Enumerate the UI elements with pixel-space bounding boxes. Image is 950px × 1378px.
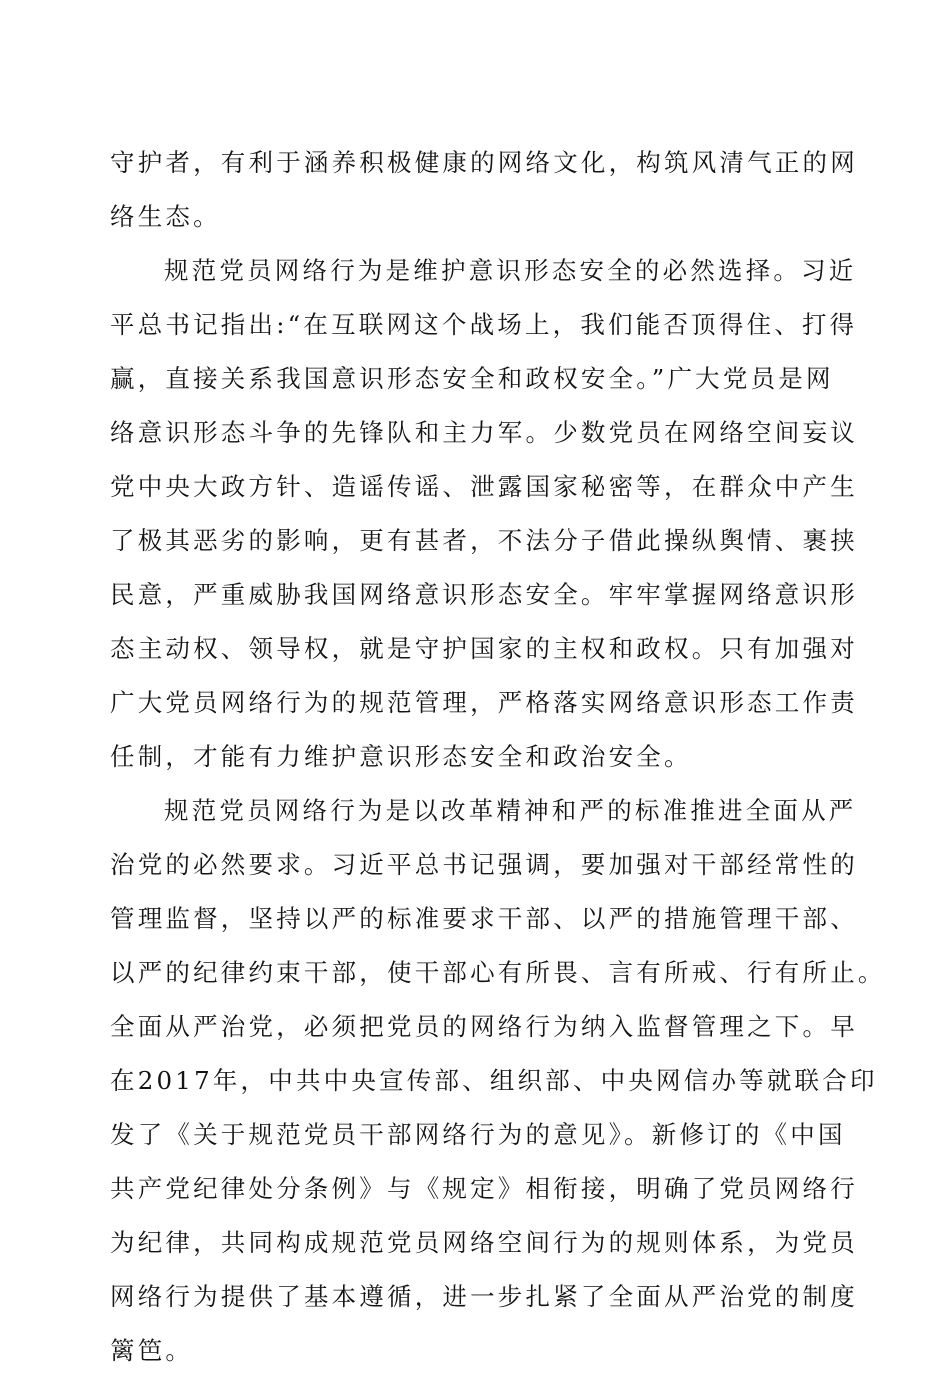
paragraph-line: 党中央大政方针、造谣传谣、泄露国家秘密等，在群众中产生 [110, 472, 858, 501]
paragraph-3 [110, 784, 886, 1378]
paragraph-line: 管理监督，坚持以严的标准要求干部、以严的措施管理干部、 [110, 904, 858, 933]
paragraph-line: 治党的必然要求。习近平总书记强调，要加强对干部经常性的 [110, 850, 858, 879]
paragraph-line: 共产党纪律处分条例》与《规定》相衔接，明确了党员网络行 [110, 1174, 858, 1203]
paragraph-line: 络意识形态斗争的先锋队和主力军。少数党员在网络空间妄议 [110, 418, 858, 447]
paragraph-line: 为纪律，共同构成规范党员网络空间行为的规则体系，为党员 [110, 1228, 858, 1257]
paragraph-line: 平总书记指出:“在互联网这个战场上，我们能否顶得住、打得 [110, 310, 858, 339]
paragraph-line: 在2017年，中共中央宣传部、组织部、中央网信办等就联合印 [110, 1066, 878, 1095]
paragraph-line: 守护者，有利于涵养积极健康的网络文化，构筑风清气正的网 [110, 148, 858, 177]
paragraph-line: 以严的纪律约束干部，使干部心有所畏、言有所戒、行有所止。 [110, 958, 886, 987]
paragraph-line: 民意，严重威胁我国网络意识形态安全。牢牢掌握网络意识形 [110, 580, 858, 609]
paragraph-1 [110, 136, 858, 244]
paragraph-line: 篱笆。 [110, 1336, 194, 1365]
paragraph-line: 络生态。 [110, 202, 221, 231]
paragraph-line: 网络行为提供了基本遵循，进一步扎紧了全面从严治党的制度 [110, 1282, 858, 1311]
paragraph-line: 规范党员网络行为是以改革精神和严的标准推进全面从严 [164, 796, 857, 825]
paragraph-2 [110, 244, 858, 784]
paragraph-line: 态主动权、领导权，就是守护国家的主权和政权。只有加强对 [110, 634, 858, 663]
body-text [110, 136, 886, 1378]
paragraph-line: 了极其恶劣的影响，更有甚者，不法分子借此操纵舆情、裹挟 [110, 526, 858, 555]
paragraph-line: 任制，才能有力维护意识形态安全和政治安全。 [110, 742, 692, 771]
paragraph-line: 全面从严治党，必须把党员的网络行为纳入监督管理之下。早 [110, 1012, 858, 1041]
paragraph-line: 规范党员网络行为是维护意识形态安全的必然选择。习近 [164, 256, 857, 285]
paragraph-line: 广大党员网络行为的规范管理，严格落实网络意识形态工作责 [110, 688, 858, 717]
paragraph-line: 赢，直接关系我国意识形态安全和政权安全。”广大党员是网 [110, 364, 834, 393]
paragraph-line: 发了《关于规范党员干部网络行为的意见》。新修订的《中国 [110, 1120, 846, 1149]
